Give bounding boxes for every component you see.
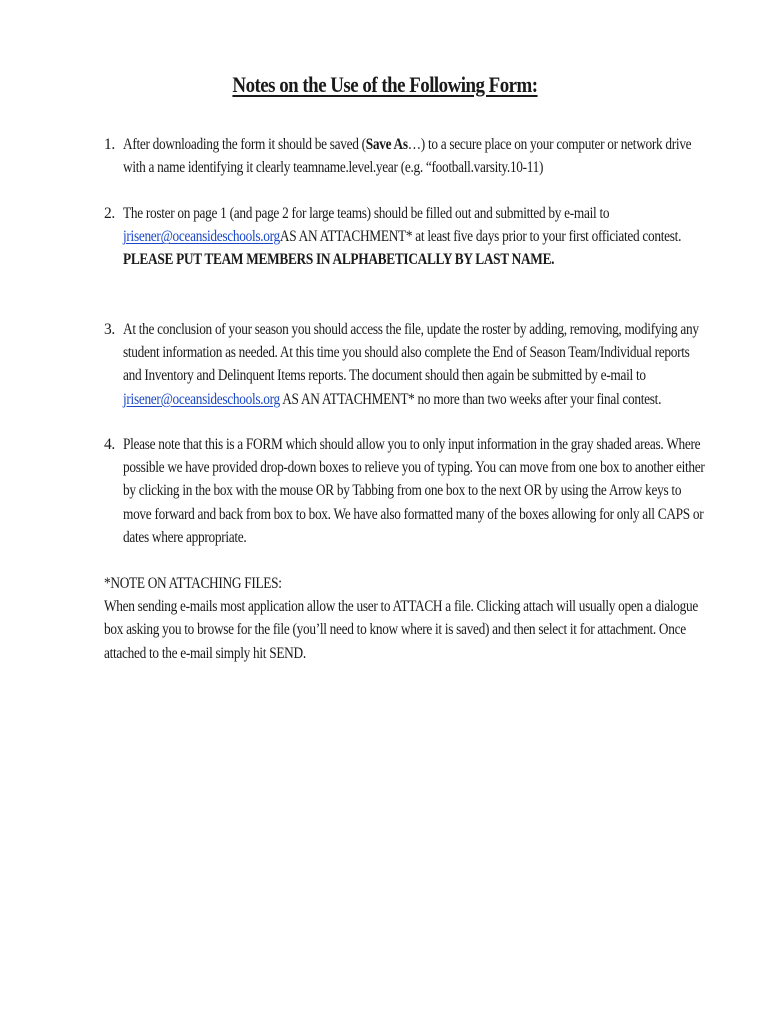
text-run: AS AN ATTACHMENT* at least five days prior to your first officiated contest. [279, 228, 682, 246]
email-link[interactable]: jrisener@oceansideschools.org [123, 390, 280, 408]
list-item-number: 4. [104, 436, 115, 453]
list-item-line: The roster on page 1 (and page 2 for large teams) should be filled out and submitted by e-mail to [123, 205, 610, 222]
email-link[interactable]: jrisener@oceansideschools.org [123, 228, 280, 246]
list-item-body [123, 202, 770, 272]
list-item-body [123, 433, 770, 549]
note-heading: *NOTE ON ATTACHING FILES: [104, 575, 282, 592]
alphabetical-instruction: PLEASE PUT TEAM MEMBERS IN ALPHABETICALLY BY LAST NAME. [123, 251, 555, 269]
note-line: When sending e-mails most application allow the user to ATTACH a file. Clicking attach will usually open a dialogue [104, 598, 699, 616]
list-item-line: At the conclusion of your season you should access the file, update the roster by adding, removing, modifying any [123, 321, 699, 338]
note-line: attached to the e-mail simply hit SEND. [104, 644, 306, 662]
text-run: AS AN ATTACHMENT* no more than two weeks after your final contest. [279, 390, 662, 408]
list-item-line [123, 133, 691, 156]
attachment-note [104, 572, 770, 665]
list-item-body [123, 318, 770, 411]
page-title: Notes on the Use of the Following Form: [232, 72, 538, 97]
note-line: box asking you to browse for the file (you’ll need to know where it is saved) and then select it for attachment. Once [104, 621, 686, 639]
list-item-line: with a name identifying it clearly teamname.level.year (e.g. “football.varsity.10-11) [123, 159, 544, 177]
text-run: …) to a secure place on your computer or network drive [407, 136, 692, 153]
list-item-line: dates where appropriate. [123, 528, 247, 546]
list-item-number: 1. [104, 136, 115, 153]
list-item-line: by clicking in the box with the mouse OR by Tabbing from one box to the next OR by using the Arrow keys to [123, 482, 682, 500]
list-item-line [123, 225, 681, 248]
list-item-line [123, 388, 699, 411]
list-item-number: 3. [104, 321, 115, 338]
save-as-emphasis: Save As [365, 136, 408, 153]
text-run: After downloading the form it should be saved ( [123, 136, 366, 153]
list-item-line: and Inventory and Delinquent Items reports. The document should then again be submitted by e-mail to [123, 367, 646, 385]
list-item-line: possible we have provided drop-down boxes to relieve you of typing. You can move from one box to another either [123, 459, 705, 477]
list-item-line: Please note that this is a FORM which should allow you to only input information in the gray shaded areas. Where [123, 436, 701, 453]
list-item-line: student information as needed. At this time you should also complete the End of Season Team/Individual reports [123, 344, 690, 362]
list-item-line: move forward and back from box to box. We have also formatted many of the boxes allowing for only all CAPS or [123, 505, 704, 523]
list-item-body [123, 133, 770, 179]
list-item-number: 2. [104, 205, 115, 222]
